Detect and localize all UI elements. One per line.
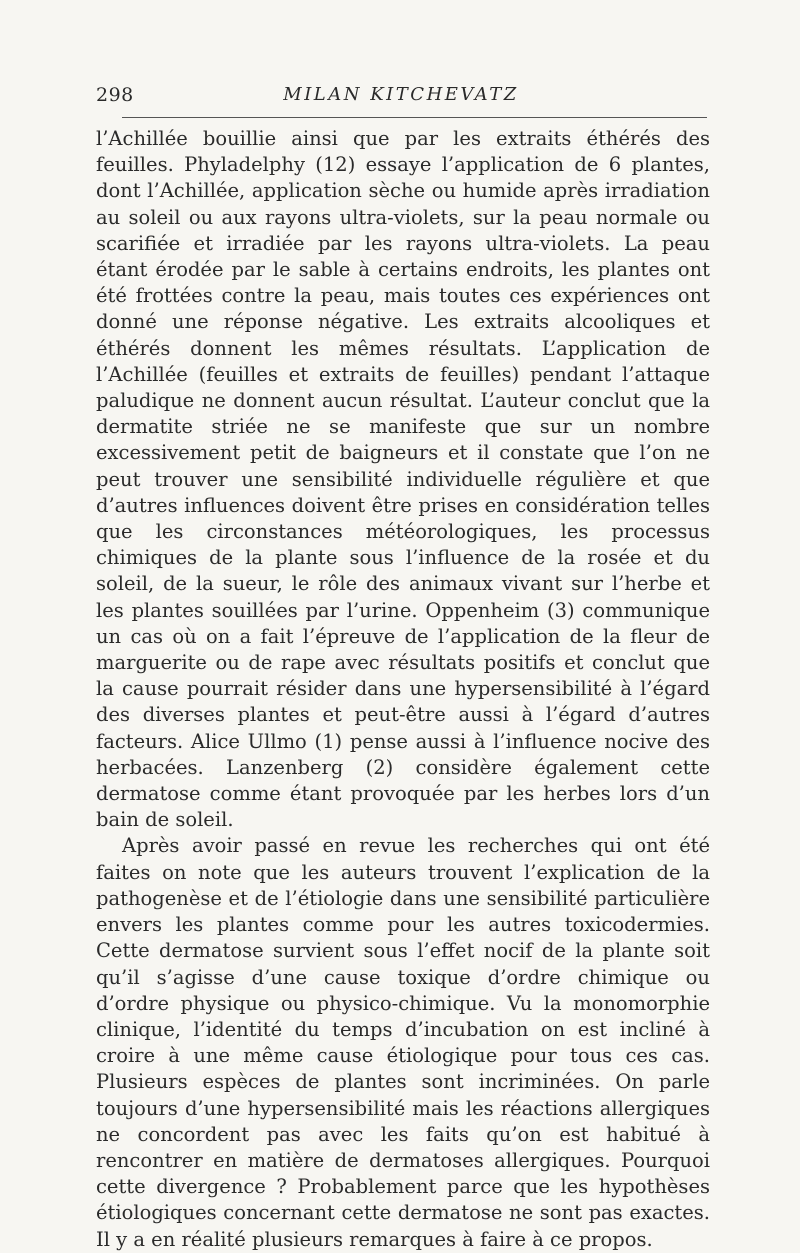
header-rule <box>122 117 707 118</box>
running-title: MILAN KITCHEVATZ <box>283 84 519 105</box>
body-text <box>96 126 710 1253</box>
page-number: 298 <box>96 84 134 106</box>
paragraph-continued: l’Achillée bouillie ainsi que par les extraits éthérés des feuilles. Phyladelphy (12) essaye l’application de 6 plantes, dont l’Achillée, application sèche ou humide après irradiation au soleil ou aux rayons ultra-violets, sur la peau normale ou scarifiée et irradiée par les rayons ultra-violets. La peau étant érodée par le sable à certains endroits, les plantes ont été frottées contre la peau, mais toutes ces expériences ont donné une réponse négative. Les extraits alcooliques et éthérés donnent les mêmes résultats. L’application de l’Achillée (feuilles et extraits de feuilles) pendant l’attaque paludique ne donnent aucun résultat. L’auteur conclut que la dermatite striée ne se manifeste que sur un nombre excessivement petit de baigneurs et il constate que l’on ne peut trouver une sensibilité individuelle régulière et que d’autres influences doivent être prises en considération telles que les circonstances météorologiques, les processus chimiques de la plante sous l’influence de la rosée et du soleil, de la sueur, le rôle des animaux vivant sur l’herbe et les plantes souillées par l’urine. Oppenheim (3) communique un cas où on a fait l’épreuve de l’application de la fleur de marguerite ou de rape avec résultats positifs et conclut que la cause pourrait résider dans une hypersensibilité à l’égard des diverses plantes et peut-être aussi à l’égard d’autres facteurs. Alice Ullmo (1) pense aussi à l’influence nocive des herbacées. Lanzenberg (2) considère également cette dermatose comme étant provoquée par les herbes lors d’un bain de soleil. <box>96 127 710 832</box>
paragraph: Après avoir passé en revue les recherches qui ont été faites on note que les auteurs trouvent l’explication de la pathogenèse et de l’étiologie dans une sensibilité particulière envers les plantes comme pour les autres toxicodermies. Cette dermatose survient sous l’effet nocif de la plante soit qu’il s’agisse d’une cause toxique d’ordre chimique ou d’ordre physique ou physico-chimique. Vu la monomorphie clinique, l’identité du temps d’incubation on est incliné à croire à une même cause étiologique pour tous ces cas. Plusieurs espèces de plantes sont incriminées. On parle toujours d’une hypersensibilité mais les réactions allergiques ne concordent pas avec les faits qu’on est habitué à rencontrer en matière de dermatoses allergiques. Pourquoi cette divergence ? Probablement parce que les hypothèses étiologiques concernant cette dermatose ne sont pas exactes. Il y a en réalité plusieurs remarques à faire à ce propos. <box>96 834 710 1251</box>
running-head <box>96 84 706 110</box>
